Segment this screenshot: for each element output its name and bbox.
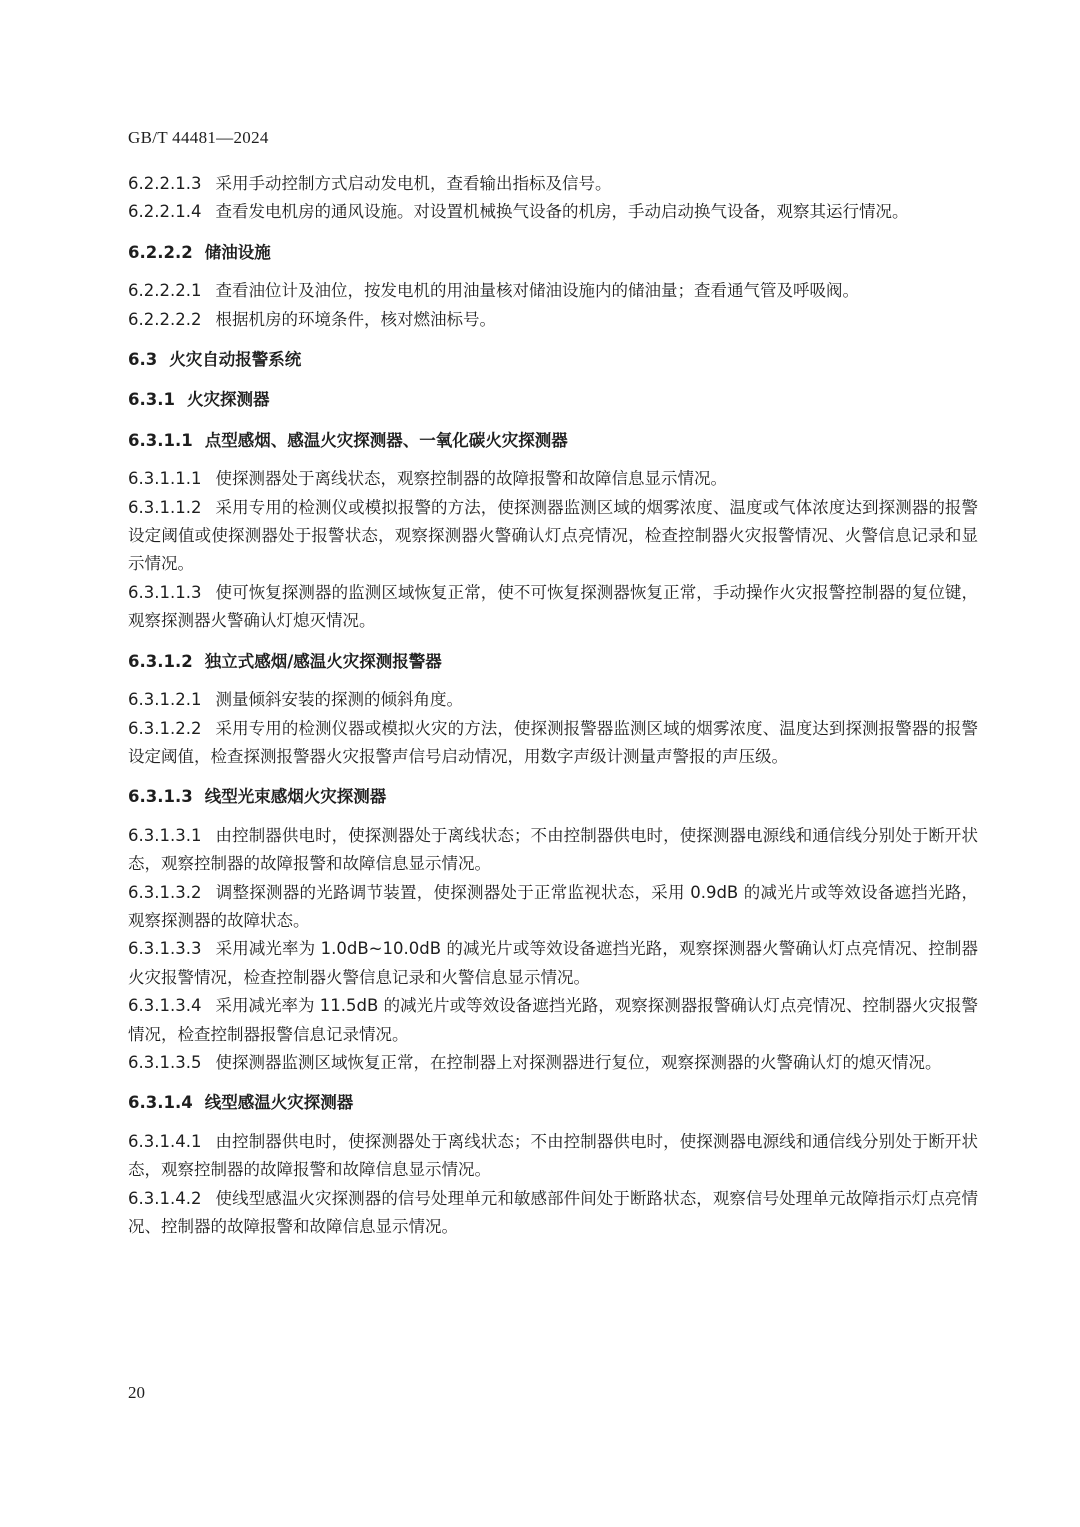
clause-text: 独立式感烟/感温火灾探测报警器 [204,651,442,671]
clause-paragraph [128,465,978,493]
section-heading [128,239,978,267]
clause-text: 使探测器监测区域恢复正常，在控制器上对探测器进行复位，观察探测器的火警确认灯的熄灭情况。 [215,1052,942,1072]
clause-paragraph [128,1185,978,1242]
clause-text: 线型光束感烟火灾探测器 [204,787,387,807]
clause-number: 6.3.1.2 [128,651,193,671]
clause-number: 6.3.1.3.1 [128,825,202,845]
clause-number: 6.3.1.1.2 [128,497,202,517]
clause-paragraph [128,494,978,579]
section-heading [128,648,978,676]
clause-paragraph [128,170,978,198]
clause-paragraph [128,1049,978,1077]
clause-paragraph [128,579,978,636]
clause-number: 6.3.1.4.2 [128,1188,202,1208]
clause-number: 6.3.1.3 [128,787,193,807]
clause-paragraph [128,822,978,879]
clause-paragraph [128,992,978,1049]
clause-number: 6.3.1.4 [128,1093,193,1113]
clause-number: 6.3 [128,350,158,370]
clause-number: 6.3.1.2.2 [128,718,202,738]
clause-number: 6.3.1.3.3 [128,939,202,959]
clause-text: 采用减光率为 1.0dB~10.0dB 的减光片或等效设备遮挡光路，观察探测器火警确认灯点亮情况、控制器火灾报警情况，检查控制器火警信息记录和火警信息显示情况。 [128,939,978,987]
section-heading [128,1089,978,1117]
clause-text: 储油设施 [204,242,271,262]
clause-text: 采用专用的检测仪器或模拟火灾的方法，使探测报警器监测区域的烟雾浓度、温度达到探测报警器的报警设定阈值，检查探测报警器火灾报警声信号启动情况，用数字声级计测量声警报的声压级。 [128,718,978,766]
clause-number: 6.3.1.1.3 [128,582,202,602]
clause-number: 6.3.1.2.1 [128,690,202,710]
clause-paragraph [128,306,978,334]
clause-text: 使探测器处于离线状态，观察控制器的故障报警和故障信息显示情况。 [215,469,727,489]
document-body [128,170,978,1241]
clause-number: 6.2.2.1.3 [128,174,202,193]
clause-text: 由控制器供电时，使探测器处于离线状态；不由控制器供电时，使探测器电源线和通信线分别处于断开状态，观察控制器的故障报警和故障信息显示情况。 [128,825,978,874]
clause-text: 点型感烟、感温火灾探测器、一氧化碳火灾探测器 [204,430,568,450]
clause-text: 采用专用的检测仪或模拟报警的方法，使探测器监测区域的烟雾浓度、温度或气体浓度达到探测器的报警设定阈值或使探测器处于报警状态，观察探测器火警确认灯点亮情况，检查控制器火灾报警情况、火警信息记录和显示情况。 [128,497,978,574]
clause-text: 采用减光率为 11.5dB 的减光片或等效设备遮挡光路，观察探测器报警确认灯点亮情况、控制器火灾报警情况，检查控制器报警信息记录情况。 [128,996,978,1044]
clause-text: 查看油位计及油位，按发电机的用油量核对储油设施内的储油量；查看通气管及呼吸阀。 [215,281,859,301]
clause-paragraph [128,879,978,936]
clause-text: 查看发电机房的通风设施。对设置机械换气设备的机房，手动启动换气设备，观察其运行情况。 [215,202,909,222]
section-heading [128,783,978,811]
clause-text: 测量倾斜安装的探测的倾斜角度。 [215,690,463,710]
clause-text: 线型感温火灾探测器 [204,1093,354,1113]
clause-number: 6.2.2.1.4 [128,202,202,222]
clause-number: 6.3.1.3.4 [128,996,202,1016]
clause-text: 调整探测器的光路调节装置，使探测器处于正常监视状态，采用 0.9dB 的减光片或等效设备遮挡光路，观察探测器的故障状态。 [128,882,978,930]
clause-number: 6.2.2.2.1 [128,281,202,301]
clause-paragraph [128,1128,978,1185]
clause-number: 6.3.1.4.1 [128,1131,202,1151]
clause-text: 根据机房的环境条件，核对燃油标号。 [215,309,496,329]
clause-text: 由控制器供电时，使探测器处于离线状态；不由控制器供电时，使探测器电源线和通信线分别处于断开状态，观察控制器的故障报警和故障信息显示情况。 [128,1131,978,1180]
clause-number: 6.2.2.2.2 [128,309,202,329]
section-heading [128,346,978,374]
clause-number: 6.3.1.3.2 [128,882,202,902]
clause-number: 6.3.1.1 [128,430,193,450]
clause-number: 6.3.1.3.5 [128,1052,202,1072]
page-number: 20 [128,1383,145,1402]
clause-number: 6.3.1 [128,390,175,410]
clause-paragraph [128,935,978,992]
clause-paragraph [128,198,978,226]
clause-text: 火灾自动报警系统 [169,350,302,370]
clause-number: 6.2.2.2 [128,242,193,262]
section-heading [128,386,978,414]
standard-id: GB/T 44481—2024 [128,128,269,147]
clause-number: 6.3.1.1.1 [128,469,202,489]
clause-paragraph [128,277,978,305]
clause-paragraph [128,715,978,772]
clause-text: 使可恢复探测器的监测区域恢复正常，使不可恢复探测器恢复正常，手动操作火灾报警控制器的复位键，观察探测器火警确认灯熄灭情况。 [128,582,978,631]
clause-text: 采用手动控制方式启动发电机，查看输出指标及信号。 [215,174,612,193]
section-heading [128,427,978,455]
clause-text: 使线型感温火灾探测器的信号处理单元和敏感部件间处于断路状态，观察信号处理单元故障指示灯点亮情况、控制器的故障报警和故障信息显示情况。 [128,1188,978,1236]
clause-paragraph [128,686,978,714]
clause-text: 火灾探测器 [186,390,270,410]
